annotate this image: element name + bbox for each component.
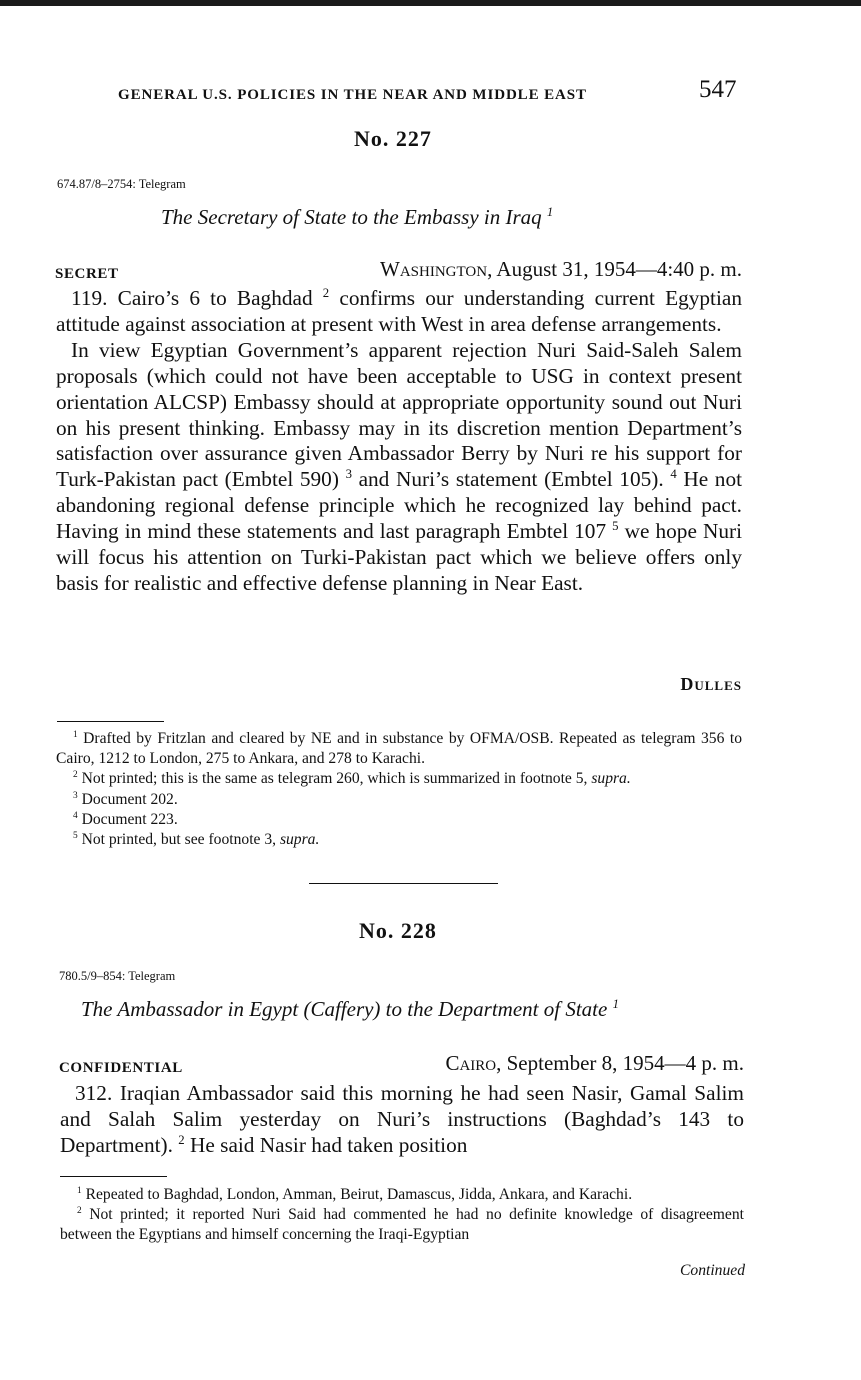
footnote-ref: 3	[345, 467, 352, 482]
footnote-ref: 2	[178, 1132, 185, 1147]
doc228-title-note: 1	[612, 997, 619, 1011]
footnote	[56, 810, 742, 830]
doc227-file-number: 674.87/8–2754: Telegram	[57, 177, 186, 191]
doc227-number: No. 227	[354, 126, 432, 151]
doc228-body	[60, 1081, 744, 1159]
scan-top-edge	[0, 0, 861, 6]
doc227-place: Washington	[380, 257, 488, 281]
doc228-footnotes	[60, 1185, 744, 1246]
text-run: and Nuri’s statement (Embtel 105).	[351, 467, 664, 492]
footnote	[56, 830, 742, 850]
doc228-file-number: 780.5/9–854: Telegram	[59, 969, 176, 983]
footnote-text: Drafted by Fritzlan and cleared by NE and in substance by OFMA/OSB. Repeated as telegram 356 to Cairo, 1212 to London, 275 to Ankara, and 278 to Karachi.	[56, 730, 742, 768]
text-run: 119. Cairo’s 6 to Baghdad	[71, 286, 313, 310]
footnote-mark: 4	[73, 810, 78, 821]
text-run: He not abandoning regional defense principle which he recognized lay behind pact. Having in mind these statements and last paragraph Embtel 107	[56, 467, 743, 544]
doc228-title	[81, 997, 619, 1022]
doc227-footnotes	[56, 729, 742, 850]
text-run: He said Nasir had taken position	[184, 1132, 468, 1157]
footnote-mark: 5	[73, 830, 78, 841]
footnote-text: Not printed; it reported Nuri Said had commented he had no definite knowledge of disagreement between the Egyptians and himself concerning the Iraqi-Egyptian	[60, 1206, 744, 1244]
doc227-paragraph-2	[56, 338, 742, 597]
doc228-date: , September 8, 1954—4 p. m.	[496, 1051, 744, 1075]
footnote-text: Not printed, but see footnote 3,	[77, 831, 280, 849]
footnote-text: Document 223.	[77, 810, 178, 828]
footnote	[56, 790, 742, 810]
footnote-text: Repeated to Baghdad, London, Amman, Beirut, Damascus, Jidda, Ankara, and Karachi.	[81, 1186, 633, 1203]
footnote	[60, 1185, 744, 1205]
text-run: 312. Iraqian Ambassador said this morning he had seen Nasir, Gamal Salim and Salah Salim yesterday on Nuri’s instructions (Baghdad’s 143 to Department).	[60, 1081, 744, 1157]
doc228-classification: CONFIDENTIAL	[59, 1060, 183, 1076]
continued-note: Continued	[680, 1262, 745, 1279]
doc228-paragraph-1	[60, 1081, 744, 1159]
doc228-title-text: The Ambassador in Egypt (Caffery) to the Department of State	[81, 997, 608, 1021]
footnote-ref: 2	[322, 285, 330, 300]
doc227-title-text: The Secretary of State to the Embassy in Iraq	[161, 205, 542, 229]
doc227-signer: Dulles	[680, 674, 742, 694]
doc228-place: Cairo	[445, 1051, 497, 1075]
doc227-dateline	[380, 257, 742, 282]
footnote-ref: 5	[612, 519, 619, 534]
doc227-title	[161, 205, 553, 230]
footnote-rule	[60, 1176, 167, 1177]
footnote-text: Not printed; this is the same as telegram 260, which is summarized in footnote 5,	[77, 770, 592, 788]
text-run: In view Egyptian Government’s apparent rejection Nuri Said-Saleh Salem proposals (which could not have been acceptable to USG in context present orientation ALCSP) Embassy should at appropriate opportunity sound out Nuri on his present thinking. Embassy may in its discretion mention Department’s satisfaction over assurance given Ambassador Berry by Nuri re his support for Turk-Pakistan pact (Embtel 590)	[56, 337, 742, 492]
doc227-date: , August 31, 1954—4:40 p. m.	[487, 257, 742, 281]
footnote-mark: 2	[77, 1206, 82, 1217]
page-number: 547	[699, 76, 737, 103]
footnote-mark: 3	[73, 790, 78, 801]
text-run: we hope Nuri will focus his attention on Turki-Pakistan pact which we believe offers only basis for realistic and effective defense planning in Near East.	[56, 519, 742, 595]
doc228-number: No. 228	[359, 918, 437, 943]
doc228-dateline	[445, 1051, 744, 1076]
footnote-mark: 2	[73, 770, 78, 781]
text-run: confirms our understanding current Egyptian attitude against association at present with West in area defense arrangements.	[56, 286, 742, 336]
footnote-rule	[57, 721, 164, 722]
running-head: GENERAL U.S. POLICIES IN THE NEAR AND MIDDLE EAST	[118, 87, 587, 103]
footnote	[56, 729, 742, 769]
footnote-mark: 1	[73, 729, 78, 740]
document-separator	[309, 883, 498, 884]
doc227-title-note: 1	[546, 205, 554, 219]
footnote-mark: 1	[77, 1185, 82, 1196]
doc227-body	[56, 286, 742, 597]
footnote-italic: supra.	[591, 770, 631, 788]
footnote-ref: 4	[670, 467, 677, 482]
footnote-text: Document 202.	[77, 790, 178, 808]
footnote	[60, 1205, 744, 1245]
footnote	[56, 769, 742, 789]
doc227-classification: SECRET	[55, 266, 119, 282]
footnote-italic: supra.	[279, 831, 320, 849]
doc227-paragraph-1	[56, 286, 742, 338]
